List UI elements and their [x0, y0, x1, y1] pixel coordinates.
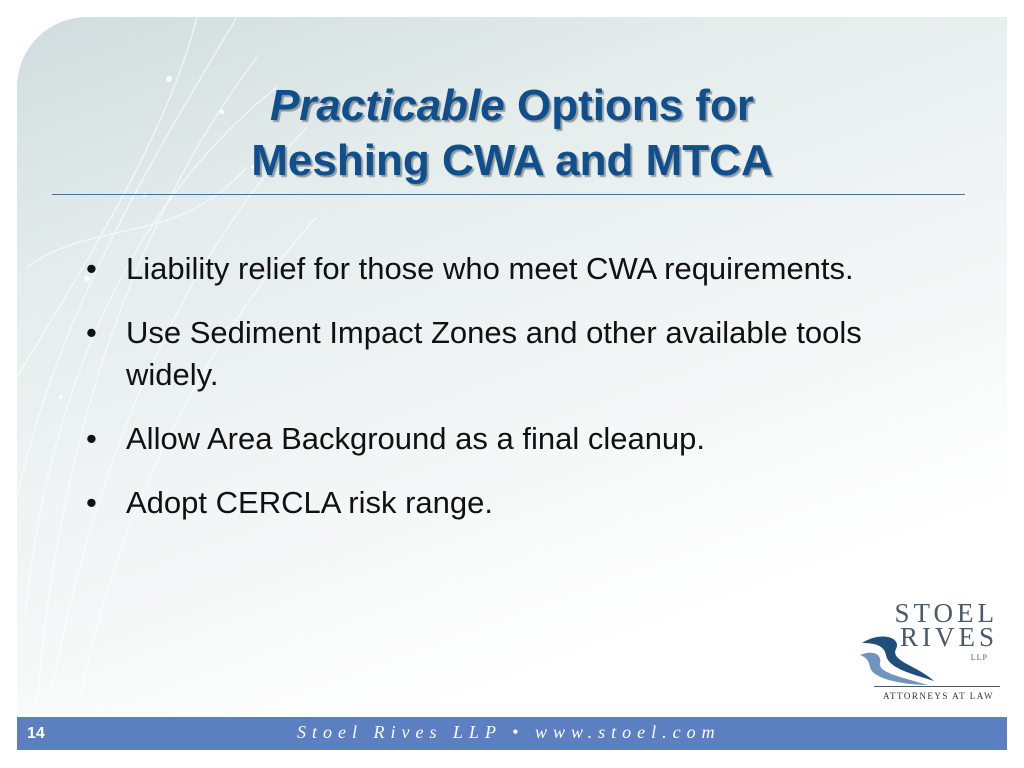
bullet-item	[86, 312, 946, 396]
bullet-text: Use Sediment Impact Zones and other available tools widely.	[126, 315, 862, 392]
logo-word-rives: RIVES	[899, 622, 998, 652]
bullet-item	[86, 248, 946, 290]
logo-tagline-rule	[874, 686, 1000, 687]
footer-text: Stoel Rives LLP • www.stoel.com	[297, 722, 721, 742]
bullet-dot-icon: •	[86, 485, 97, 520]
page-number: 14	[27, 725, 45, 742]
logo-llp: LLP	[970, 653, 988, 662]
title-line-2: Meshing CWA and MTCA	[251, 136, 773, 185]
bullet-text: Allow Area Background as a final cleanup.	[126, 421, 706, 456]
title-italic-word: Practicable	[269, 81, 505, 130]
bullet-text: Liability relief for those who meet CWA requirements.	[126, 251, 854, 286]
logo-word-stoel: STOEL	[894, 598, 998, 628]
slide-title	[100, 78, 924, 188]
bullet-item	[86, 482, 946, 524]
bullet-text: Adopt CERCLA risk range.	[126, 485, 494, 520]
bullet-dot-icon: •	[86, 315, 97, 350]
bullet-item	[86, 418, 946, 460]
title-rest: Options for	[504, 81, 755, 130]
bullet-dot-icon: •	[86, 251, 97, 286]
bullet-dot-icon: •	[86, 421, 97, 456]
bullet-list	[86, 248, 946, 546]
stoel-rives-logo	[858, 597, 1006, 705]
footer-bar	[17, 717, 1007, 750]
title-line-1	[100, 78, 924, 133]
title-divider	[52, 194, 965, 195]
logo-tagline: ATTORNEYS AT LAW	[883, 691, 994, 701]
river-logo-icon	[858, 631, 938, 687]
